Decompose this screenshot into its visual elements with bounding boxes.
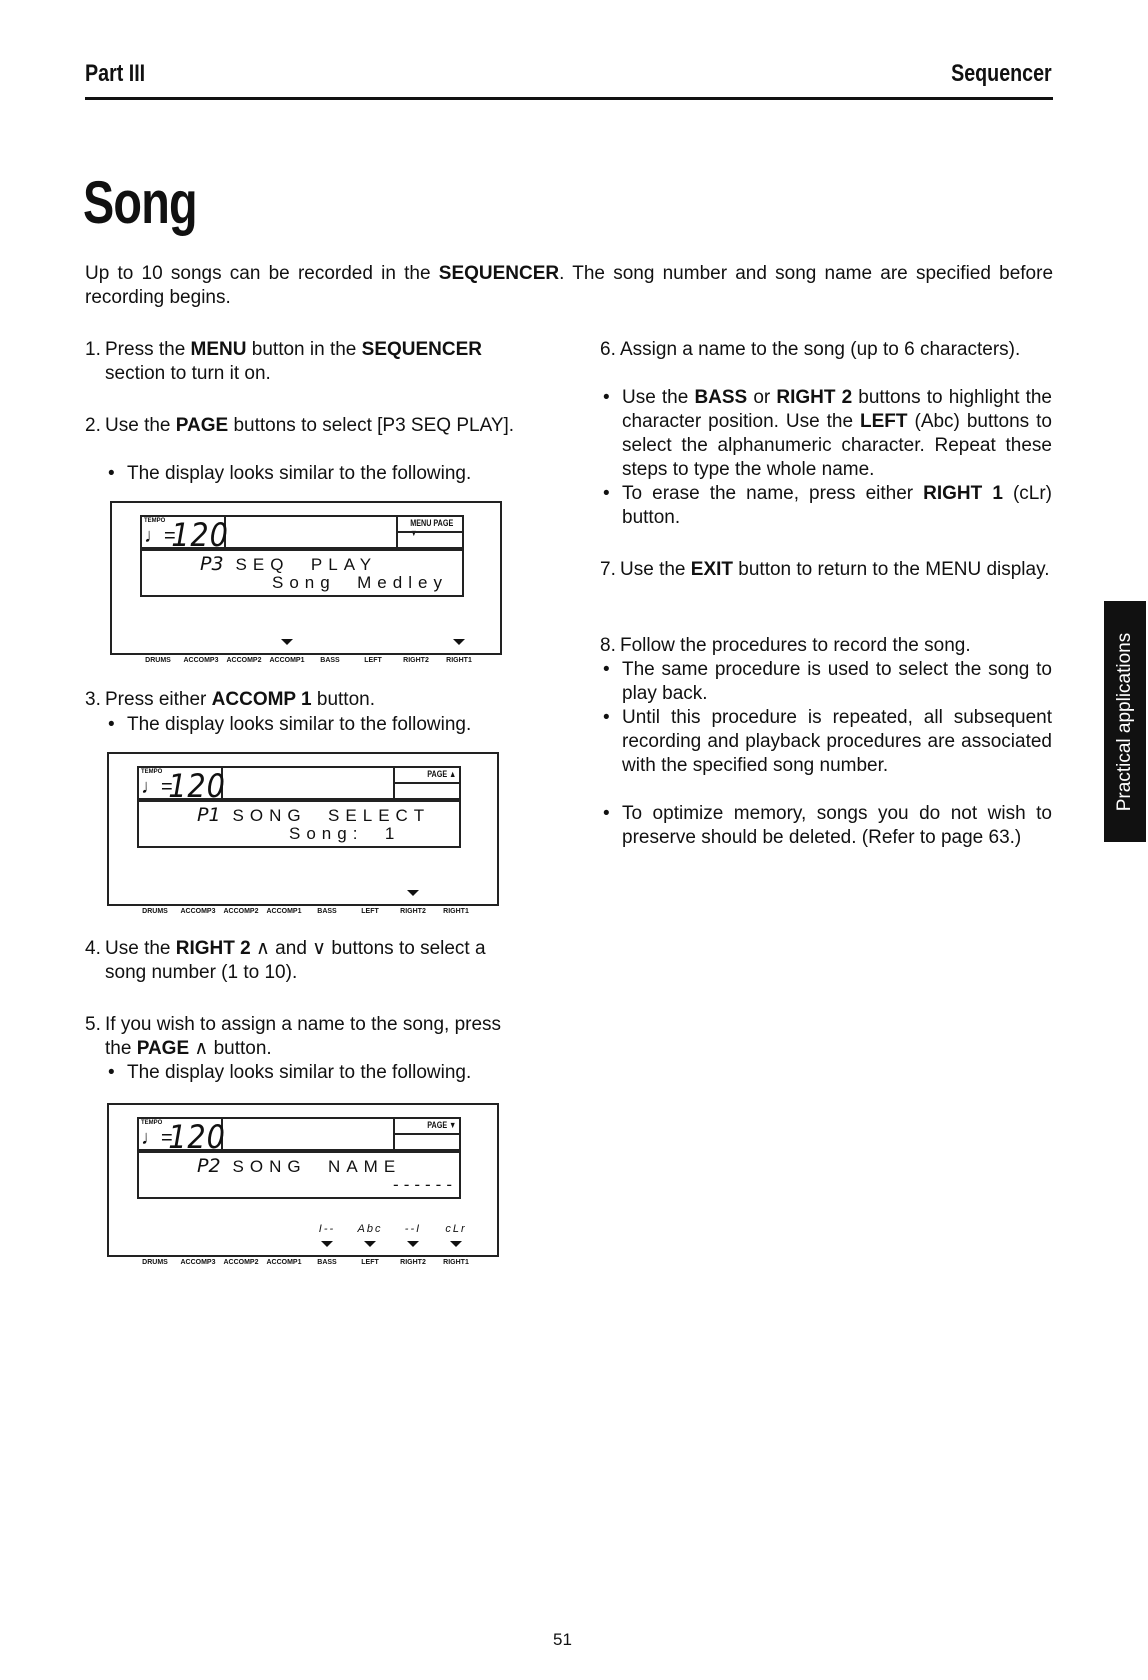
page-label: PAGE ▲	[427, 769, 456, 779]
strip-label-bass: BASS	[320, 657, 340, 664]
note-icon: ♩=	[141, 776, 173, 798]
message-area	[137, 1151, 461, 1199]
step-text	[105, 338, 532, 386]
display-blank-area	[223, 766, 395, 800]
message-area	[140, 549, 464, 597]
bullet-text	[622, 706, 1052, 778]
strip-label-bass: BASS	[317, 908, 337, 915]
down-arrow-icon	[407, 890, 419, 896]
strip-label-right1: RIGHT1	[446, 657, 472, 664]
step-6-bullet-1	[600, 386, 1052, 482]
text-run: button.	[311, 689, 375, 710]
down-arrow-icon	[453, 639, 465, 645]
section-label: Sequencer	[951, 60, 1052, 87]
step-8-bullet-3	[600, 802, 1052, 850]
page-indicator	[396, 515, 464, 549]
text-run: . The song number and song name are specified before recording begins.	[85, 263, 1054, 308]
step-text	[105, 1013, 532, 1061]
strip-label-right2: RIGHT2	[400, 908, 426, 915]
bullet-text	[622, 386, 1052, 482]
step-text	[105, 414, 514, 438]
button-function-label: cLr	[445, 1223, 467, 1235]
step-6-bullet-2	[600, 482, 1052, 530]
bullet-text	[127, 462, 471, 486]
down-arrow-icon	[321, 1241, 333, 1247]
text-run: or	[747, 387, 777, 408]
text-run: Press the	[105, 339, 191, 360]
strip-label-accomp2: ACCOMP2	[223, 1259, 259, 1266]
step-number: 6.	[600, 339, 616, 360]
side-tab-practical-applications	[1104, 601, 1146, 842]
text-run: The display looks similar to the following.	[127, 1062, 472, 1083]
bullet-icon: •	[603, 803, 610, 824]
text-run: button to return to the MENU display.	[733, 559, 1050, 580]
step-8-bullet-2	[600, 706, 1052, 778]
strip-label-left: LEFT	[361, 1259, 379, 1266]
step-text	[105, 937, 532, 985]
step-2	[85, 414, 532, 438]
bold-term: SEQUENCER	[361, 339, 483, 360]
step-8-bullet-1	[600, 658, 1052, 706]
step-number: 1.	[85, 339, 101, 360]
message-line-2: Song Medley	[272, 573, 448, 592]
page-prefix: P3	[200, 553, 224, 575]
text-run: (Abc) buttons to select the alphanumeric character. Repeat these steps to type the whole name.	[622, 411, 1052, 480]
lcd-display-seq-play	[110, 501, 502, 664]
message-line-1	[197, 1155, 401, 1177]
bullet-text	[622, 658, 1052, 706]
text-run: buttons to select [P3 SEQ PLAY].	[228, 415, 515, 436]
strip-label-right2: RIGHT2	[403, 657, 429, 664]
strip-label-accomp3: ACCOMP3	[183, 657, 219, 664]
step-5	[85, 1013, 532, 1061]
bold-term: SEQUENCER	[438, 263, 560, 284]
bullet-text	[622, 802, 1052, 850]
message-line-2: ------	[393, 1175, 457, 1194]
step-6	[600, 338, 1052, 362]
text-run: To erase the name, press either	[622, 483, 924, 504]
step-4	[85, 937, 532, 985]
text-run: Use the	[620, 559, 691, 580]
text-run: Press either	[105, 689, 212, 710]
text-run: Assign a name to the song (up to 6 characters).	[620, 339, 1021, 360]
strip-label-accomp1: ACCOMP1	[266, 1259, 302, 1266]
strip-label-drums: DRUMS	[142, 1259, 168, 1266]
step-number: 7.	[600, 559, 616, 580]
menu-title: SONG SELECT	[232, 806, 431, 825]
down-arrow-icon	[407, 1241, 419, 1247]
text-run: button in the	[246, 339, 362, 360]
page-prefix: P1	[197, 804, 221, 826]
text-run: The display looks similar to the following.	[127, 463, 472, 484]
page-title: Song	[83, 169, 197, 236]
part-label: Part III	[85, 60, 146, 87]
message-line-2: Song: 1	[289, 824, 401, 843]
bullet-icon: •	[108, 1062, 115, 1083]
down-arrow-icon	[364, 1241, 376, 1247]
step-number: 2.	[85, 415, 101, 436]
tempo-label: TEMPO	[141, 769, 163, 775]
text-run: buttons to highlight the character position. Use the	[622, 387, 1053, 432]
strip-label-right1: RIGHT1	[443, 908, 469, 915]
text-run: Use the	[622, 387, 695, 408]
lcd-display-song-name	[107, 1103, 499, 1266]
text-run: Until this procedure is repeated, all subsequent recording and playback procedures are associated with the specified song number.	[622, 707, 1052, 776]
step-5-bullet	[105, 1061, 532, 1085]
step-text	[620, 558, 1049, 582]
bold-term: RIGHT 1	[923, 483, 1003, 504]
tempo-box	[140, 515, 229, 554]
step-number: 4.	[85, 938, 101, 959]
bold-term: LEFT	[860, 411, 908, 432]
bold-term: MENU	[190, 339, 247, 360]
bold-term: BASS	[694, 387, 748, 408]
step-text	[105, 688, 375, 712]
strip-label-accomp2: ACCOMP2	[223, 908, 259, 915]
page-divider	[395, 782, 459, 784]
menu-title: SONG NAME	[232, 1157, 402, 1176]
down-arrow-icon	[450, 1241, 462, 1247]
step-text	[620, 338, 1020, 362]
strip-label-accomp2: ACCOMP2	[226, 657, 262, 664]
button-function-label: I--	[318, 1223, 336, 1235]
message-line-1	[200, 553, 377, 575]
strip-label-accomp3: ACCOMP3	[180, 908, 216, 915]
text-run: Up to 10 songs can be recorded in the	[85, 263, 439, 284]
text-run: Follow the procedures to record the song.	[620, 635, 971, 656]
step-8	[600, 634, 1052, 658]
bold-term: RIGHT 2	[776, 387, 853, 408]
bullet-icon: •	[603, 707, 610, 728]
tempo-label: TEMPO	[144, 518, 166, 524]
tempo-label: TEMPO	[141, 1120, 163, 1126]
text-run: ∧ and ∨ buttons to select a song number (1 to 10).	[105, 938, 486, 983]
tempo-value: 120	[171, 516, 229, 554]
strip-label-right2: RIGHT2	[400, 1259, 426, 1266]
message-area	[137, 800, 461, 848]
step-3	[85, 688, 532, 712]
tempo-value: 120	[168, 1118, 226, 1156]
button-function-label: --I	[404, 1223, 422, 1235]
note-icon: ♩=	[144, 525, 176, 547]
strip-label-accomp1: ACCOMP1	[269, 657, 305, 664]
message-line-1	[197, 804, 430, 826]
page-label: PAGE ▼	[427, 1120, 456, 1130]
text-run: section to turn it on.	[105, 363, 271, 384]
step-number: 5.	[85, 1014, 101, 1035]
text-run: The display looks similar to the following.	[127, 714, 472, 735]
menu-title: SEQ PLAY	[235, 555, 378, 574]
step-7	[600, 558, 1052, 582]
page-prefix: P2	[197, 1155, 221, 1177]
bullet-icon: •	[108, 463, 115, 484]
strip-label-accomp3: ACCOMP3	[180, 1259, 216, 1266]
display-blank-area	[226, 515, 398, 549]
bullet-icon: •	[603, 483, 610, 504]
lcd-display-song-select	[107, 752, 499, 915]
bullet-icon: •	[108, 714, 115, 735]
header-rule	[85, 97, 1053, 100]
strip-label-drums: DRUMS	[142, 908, 168, 915]
page-label: MENU PAGE ▼	[410, 518, 454, 538]
display-blank-area	[223, 1117, 395, 1151]
step-number: 8.	[600, 635, 616, 656]
text-run: To optimize memory, songs you do not wish to preserve should be deleted. (Refer to page 63.)	[622, 803, 1052, 848]
bold-term: EXIT	[690, 559, 733, 580]
text-run: Use the	[105, 938, 176, 959]
step-2-bullet	[105, 462, 532, 486]
strip-label-left: LEFT	[361, 908, 379, 915]
button-function-label: Abc	[357, 1223, 383, 1235]
text-run: The same procedure is used to select the song to play back.	[622, 659, 1052, 704]
page-indicator	[393, 766, 461, 800]
bold-term: PAGE	[136, 1038, 190, 1059]
strip-label-drums: DRUMS	[145, 657, 171, 664]
step-1	[85, 338, 532, 386]
bullet-text	[127, 1061, 471, 1085]
bullet-text	[127, 713, 471, 737]
tempo-box	[137, 1117, 226, 1156]
tempo-value: 120	[168, 767, 226, 805]
bullet-text	[622, 482, 1052, 530]
bold-term: RIGHT 2	[175, 938, 251, 959]
text-run: If you wish to assign a name to the song, press the	[105, 1014, 502, 1059]
page-divider	[395, 1133, 459, 1135]
bold-term: PAGE	[175, 415, 229, 436]
page-number: 51	[553, 1630, 572, 1649]
strip-label-right1: RIGHT1	[443, 1259, 469, 1266]
step-3-bullet	[105, 713, 532, 737]
intro-paragraph	[85, 262, 1053, 310]
page-indicator	[393, 1117, 461, 1151]
bullet-icon: •	[603, 387, 610, 408]
text-run: ∧ button.	[189, 1038, 272, 1059]
tempo-box	[137, 766, 226, 805]
strip-label-bass: BASS	[317, 1259, 337, 1266]
page-divider	[398, 531, 462, 533]
bold-term: ACCOMP 1	[211, 689, 312, 710]
strip-label-accomp1: ACCOMP1	[266, 908, 302, 915]
text-run: (cLr) button.	[622, 483, 1052, 528]
note-icon: ♩=	[141, 1127, 173, 1149]
bullet-icon: •	[603, 659, 610, 680]
text-run: Use the	[105, 415, 176, 436]
step-text	[620, 634, 971, 658]
step-number: 3.	[85, 689, 101, 710]
down-arrow-icon	[281, 639, 293, 645]
side-tab-label: Practical applications	[1114, 632, 1135, 811]
strip-label-left: LEFT	[364, 657, 382, 664]
